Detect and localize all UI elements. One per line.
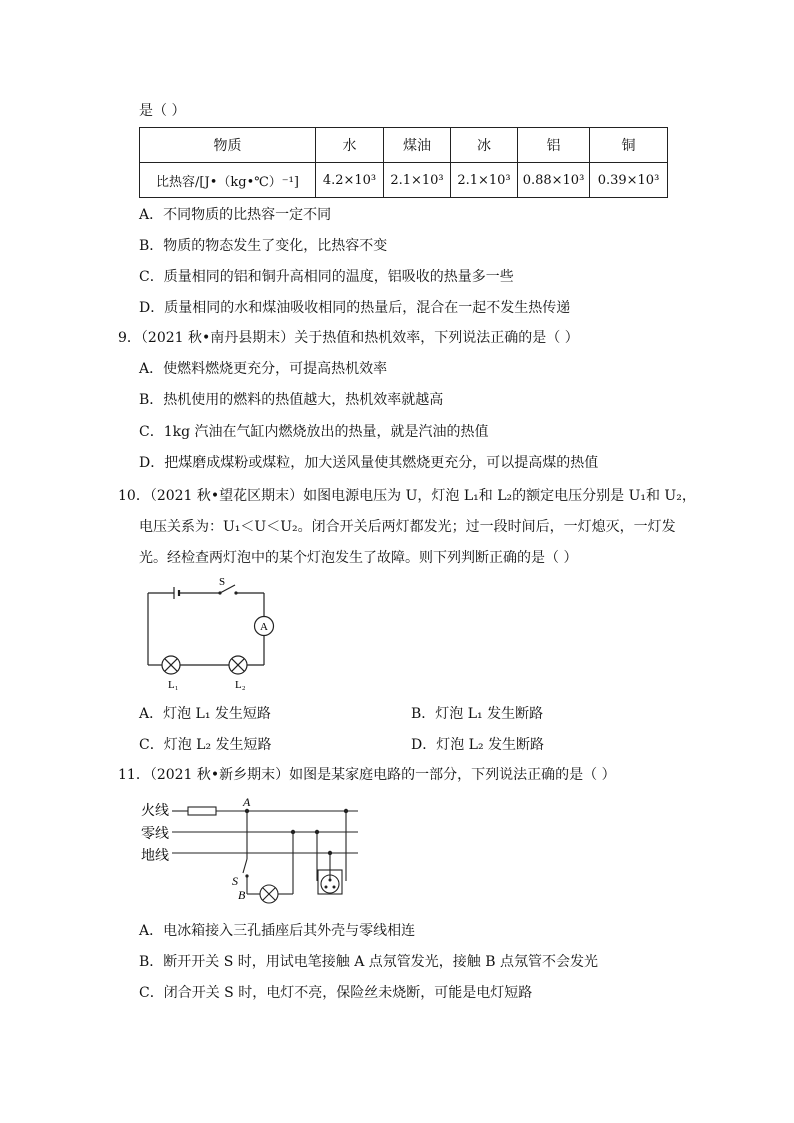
q9-stem: 9．（2021 秋•南丹县期末）关于热值和热机效率，下列说法正确的是（ ）	[118, 330, 579, 346]
table-cell: 0.39×10³	[590, 163, 668, 198]
q10-circuit-diagram	[140, 575, 285, 699]
q11-household-circuit-diagram	[136, 792, 366, 918]
question-8-stem-tail: 是（ ）	[139, 103, 186, 119]
q8-option-b: B．物质的物态发生了变化，比热容不变	[139, 238, 388, 254]
q8-option-d: D．质量相同的水和煤油吸收相同的热量后，混合在一起不发生热传递	[139, 300, 571, 316]
table-cell: 0.88×10³	[518, 163, 590, 198]
table-header-cell: 物质	[140, 128, 316, 163]
table-row-label: 比热容/[J•（kg•℃）⁻¹]	[140, 163, 316, 198]
table-row	[140, 163, 668, 198]
lamp2-label: L₂	[235, 679, 246, 691]
q8-option-a: A．不同物质的比热容一定不同	[139, 207, 332, 223]
table-header-cell: 铜	[590, 128, 668, 163]
table-cell: 4.2×10³	[316, 163, 384, 198]
point-b-label: B	[238, 888, 246, 902]
q10-stem-line-2: 电压关系为：U₁＜U＜U₂。闭合开关后两灯都发光；过一段时间后，一灯熄灭，一灯发	[139, 519, 676, 535]
q8-option-c: C．质量相同的铝和铜升高相同的温度，铝吸收的热量多一些	[139, 269, 514, 285]
q11-stem: 11．（2021 秋•新乡期末）如图是某家庭电路的一部分，下列说法正确的是（ ）	[118, 767, 616, 783]
specific-heat-table	[139, 127, 668, 198]
table-header-row	[140, 128, 668, 163]
table-cell: 2.1×10³	[451, 163, 518, 198]
switch-label: S	[219, 576, 226, 588]
table-cell: 2.1×10³	[384, 163, 451, 198]
q10-stem-line-3: 光。经检查两灯泡中的某个灯泡发生了故障。则下列判断正确的是（ ）	[139, 550, 578, 566]
table-header-cell: 冰	[451, 128, 518, 163]
table-header-cell: 煤油	[384, 128, 451, 163]
q9-option-c: C．1kg 汽油在气缸内燃烧放出的热量，就是汽油的热值	[139, 424, 489, 440]
q11-option-a: A．电冰箱接入三孔插座后其外壳与零线相连	[139, 923, 416, 939]
ground-wire-label: 地线	[141, 849, 169, 864]
neutral-wire-label: 零线	[141, 827, 169, 842]
q9-option-b: B．热机使用的燃料的热值越大，热机效率就越高	[139, 392, 444, 408]
switch-s-label: S	[232, 874, 238, 888]
q10-stem-line-1: 10．（2021 秋•望花区期末）如图电源电压为 U，灯泡 L₁和 L₂的额定电压分别是 U₁和 U₂，	[118, 488, 696, 504]
lamp1-label: L₁	[168, 679, 179, 691]
point-a-label: A	[243, 795, 251, 809]
q10-option-a: A．灯泡 L₁ 发生短路	[139, 706, 271, 722]
q10-option-d: D．灯泡 L₂ 发生断路	[411, 737, 545, 753]
q10-option-b: B．灯泡 L₁ 发生断路	[411, 706, 544, 722]
ammeter-label: A	[260, 621, 268, 633]
q11-option-b: B．断开开关 S 时，用试电笔接触 A 点氖管发光，接触 B 点氖管不会发光	[139, 954, 598, 970]
q9-option-d: D．把煤磨成煤粉或煤粒，加大送风量使其燃烧更充分，可以提高煤的热值	[139, 455, 599, 471]
table-header-cell: 铝	[518, 128, 590, 163]
q10-option-c: C．灯泡 L₂ 发生短路	[139, 737, 272, 753]
q9-option-a: A．使燃料燃烧更充分，可提高热机效率	[139, 361, 388, 377]
q11-option-c: C．闭合开关 S 时，电灯不亮，保险丝未烧断，可能是电灯短路	[139, 985, 533, 1001]
table-header-cell: 水	[316, 128, 384, 163]
live-wire-label: 火线	[141, 804, 169, 819]
